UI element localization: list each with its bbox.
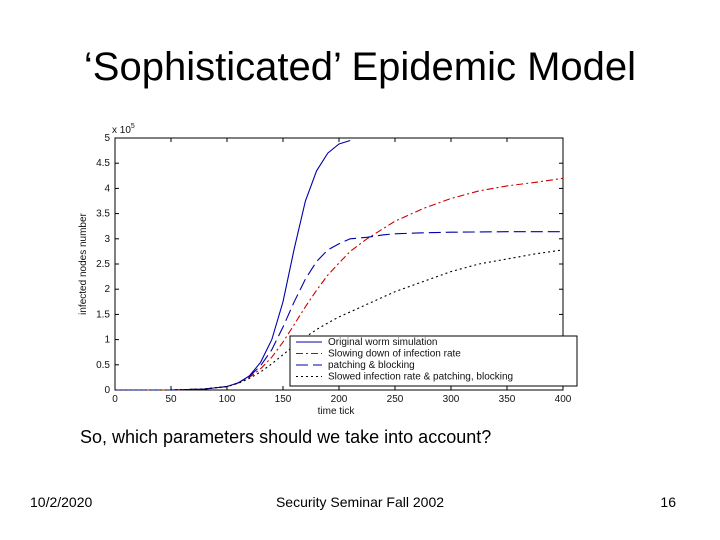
slide-title: ‘Sophisticated’ Epidemic Model [83, 45, 637, 89]
y-tick-label: 4 [104, 183, 110, 195]
y-tick-label: 1.5 [96, 309, 110, 321]
legend-label-4: Slowed infection rate & patching, blocking [328, 371, 514, 383]
footer-center: Security Seminar Fall 2002 [275, 494, 445, 510]
y-axis-label: infected nodes number [78, 213, 89, 315]
y-tick-label: 5 [104, 133, 110, 144]
x-tick-label: 350 [498, 394, 516, 405]
slide-caption: So, which parameters should we take into account? [80, 427, 492, 447]
footer-date: 10/2/2020 [30, 494, 93, 510]
y-tick-label: 2.5 [96, 259, 110, 270]
legend-label-3: patching & blocking [328, 360, 415, 371]
x-tick-label: 100 [218, 394, 236, 405]
legend-label-1: Original worm simulation [328, 337, 438, 348]
x-tick-label: 250 [386, 394, 404, 405]
y-tick-label: 0.5 [96, 359, 110, 371]
y-tick-label: 4.5 [96, 158, 110, 170]
x-tick-label: 50 [165, 394, 177, 405]
x-tick-label: 0 [112, 394, 118, 405]
y-tick-label: 1 [104, 334, 110, 346]
y-scale-label: x $10^5$ [112, 123, 135, 136]
page-number: 16 [660, 494, 676, 510]
legend-label-2: Slowing down of infection rate [328, 348, 461, 360]
x-axis-label: time tick [317, 406, 355, 417]
y-tick-label: 0 [104, 385, 110, 396]
x-tick-label: 200 [330, 394, 348, 405]
y-tick-label: 3.5 [96, 208, 110, 220]
x-tick-label: 150 [274, 394, 292, 405]
y-tick-label: 3 [104, 233, 110, 245]
x-tick-label: 300 [442, 394, 460, 405]
y-tick-label: 2 [104, 284, 110, 296]
legend [290, 336, 577, 386]
x-tick-label: 400 [554, 394, 572, 405]
